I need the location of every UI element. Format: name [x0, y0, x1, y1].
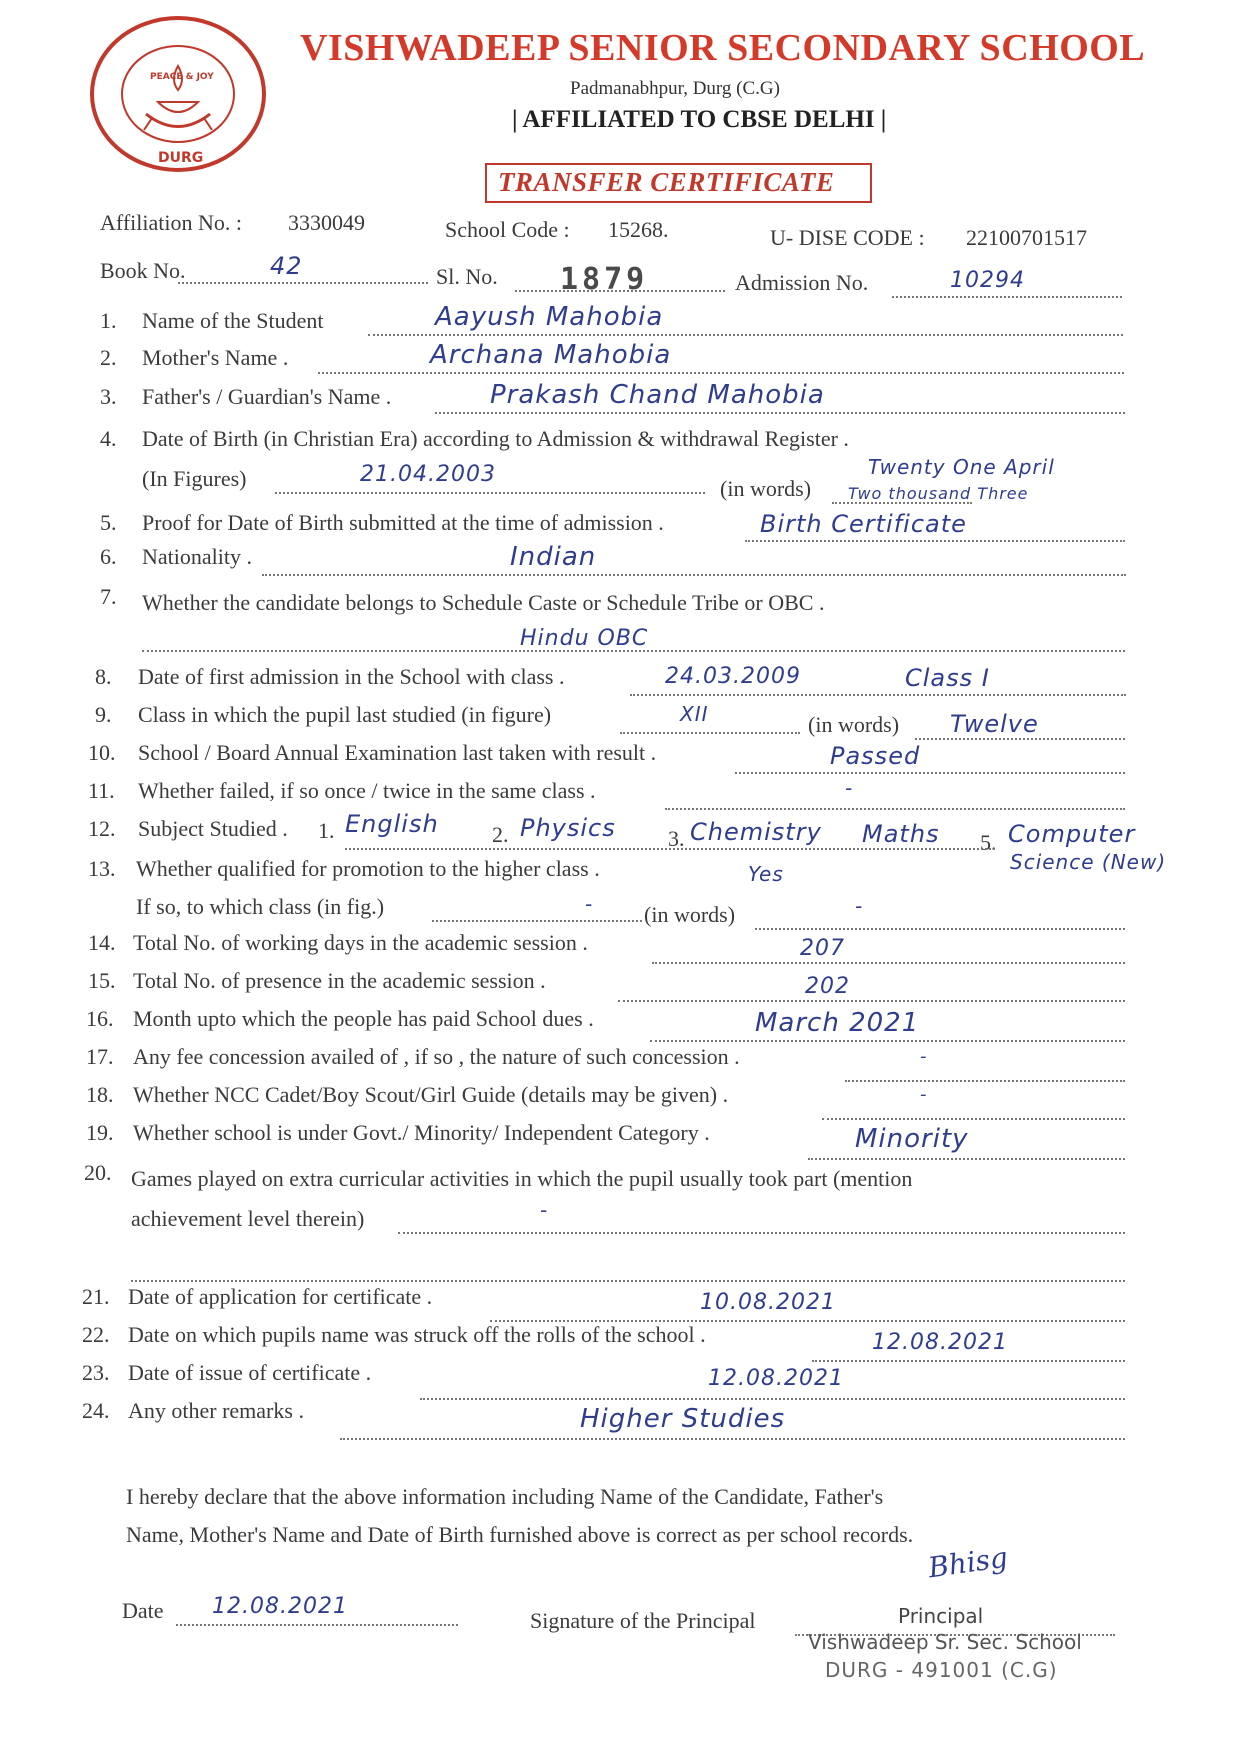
field-8-num: 8.: [95, 664, 112, 689]
field-4-num: 4.: [100, 426, 117, 451]
field-23-value: 12.08.2021: [708, 1366, 844, 1391]
principal-signature: Bhisg: [926, 1540, 1010, 1585]
field-15-num: 15.: [88, 968, 116, 993]
field-10-label: School / Board Annual Examination last taken with result .: [138, 740, 657, 765]
field-5-num: 5.: [100, 510, 117, 535]
subject-5-cont: Science (New): [1010, 850, 1167, 874]
field-10-num: 10.: [88, 740, 116, 765]
field-13-value: Yes: [748, 862, 784, 886]
dob-words-label: (in words): [720, 476, 812, 501]
class-words-label: (in words): [808, 712, 900, 737]
field-23-label: Date of issue of certificate .: [128, 1360, 372, 1385]
field-18-num: 18.: [86, 1082, 114, 1107]
field-16-label: Month upto which the people has paid School dues .: [133, 1006, 594, 1031]
field-22-num: 22.: [82, 1322, 110, 1347]
field-7-label: Whether the candidate belongs to Schedule Caste or Schedule Tribe or OBC .: [142, 590, 825, 615]
field-17-num: 17.: [86, 1044, 114, 1069]
field-2-label: Mother's Name .: [142, 345, 289, 370]
promotion-words-label: (in words): [644, 902, 736, 927]
field-13-num: 13.: [88, 856, 116, 881]
book-value: 42: [270, 252, 303, 280]
field-3-label: Father's / Guardian's Name .: [142, 384, 392, 409]
field-12-num: 12.: [88, 816, 116, 841]
sl-value: 1879: [560, 262, 649, 297]
signature-label: Signature of the Principal: [530, 1608, 756, 1633]
subject-2-num: 2.: [492, 822, 509, 847]
document-title: TRANSFER CERTIFICATE: [498, 167, 835, 197]
field-11-num: 11.: [88, 778, 115, 803]
field-8-class: Class I: [905, 664, 990, 692]
declaration-line-1: I hereby declare that the above information including Name of the Candidate, Father's: [126, 1484, 884, 1509]
field-21-value: 10.08.2021: [700, 1290, 836, 1315]
dob-figures-value: 21.04.2003: [360, 462, 496, 487]
dob-words-line2: Two thousand Three: [848, 484, 1029, 503]
stamp-school: Vishwadeep Sr. Sec. School: [808, 1630, 1082, 1654]
subject-5-num: 5.: [980, 830, 997, 855]
field-21-label: Date of application for certificate .: [128, 1284, 433, 1309]
promotion-words-value: -: [855, 894, 864, 918]
field-7-num: 7.: [100, 584, 117, 609]
affiliation-value: 3330049: [288, 210, 365, 235]
subject-1-num: 1.: [318, 818, 335, 843]
field-6-value: Indian: [510, 542, 597, 572]
field-15-value: 202: [805, 974, 850, 999]
school-code-value: 15268.: [608, 217, 669, 242]
school-name: VISHWADEEP SENIOR SECONDARY SCHOOL: [300, 27, 1146, 69]
field-14-num: 14.: [88, 930, 116, 955]
date-label: Date: [122, 1598, 164, 1623]
field-4-label: Date of Birth (in Christian Era) according to Admission & withdrawal Register .: [142, 426, 849, 451]
school-address: Padmanabhpur, Durg (C.G): [570, 78, 780, 99]
field-22-value: 12.08.2021: [872, 1330, 1008, 1355]
sl-label: Sl. No.: [436, 264, 498, 289]
field-6-num: 6.: [100, 544, 117, 569]
subject-1: English: [345, 810, 439, 838]
field-7-value: Hindu OBC: [520, 626, 649, 651]
field-21-num: 21.: [82, 1284, 110, 1309]
field-19-value: Minority: [855, 1124, 969, 1154]
seal-text-bottom: DURG: [158, 150, 204, 166]
field-2-value: Archana Mahobia: [430, 340, 672, 370]
udise-value: 22100701517: [966, 225, 1087, 250]
field-18-label: Whether NCC Cadet/Boy Scout/Girl Guide (details may be given) .: [133, 1082, 729, 1107]
field-10-value: Passed: [830, 742, 921, 770]
field-17-label: Any fee concession availed of , if so , the nature of such concession .: [133, 1044, 740, 1069]
field-9-label: Class in which the pupil last studied (in figure): [138, 702, 552, 727]
field-2-num: 2.: [100, 345, 117, 370]
class-words-value: Twelve: [950, 710, 1039, 738]
field-11-value: -: [845, 776, 854, 800]
declaration-line-2: Name, Mother's Name and Date of Birth furnished above is correct as per school records.: [126, 1522, 914, 1547]
field-20-num: 20.: [84, 1160, 112, 1185]
subject-5: Computer: [1008, 820, 1136, 848]
field-1-value: Aayush Mahobia: [435, 302, 664, 332]
dob-words-line1: Twenty One April: [868, 455, 1055, 479]
field-5-label: Proof for Date of Birth submitted at the time of admission .: [142, 510, 664, 535]
field-12-label: Subject Studied .: [138, 816, 288, 841]
subject-3: Chemistry: [690, 818, 822, 846]
promotion-fig-value: -: [585, 892, 594, 916]
field-23-num: 23.: [82, 1360, 110, 1385]
field-16-value: March 2021: [755, 1008, 920, 1038]
field-11-label: Whether failed, if so once / twice in the same class .: [138, 778, 596, 803]
field-19-label: Whether school is under Govt./ Minority/ Independent Category .: [133, 1120, 710, 1145]
affiliation-label: Affiliation No. :: [100, 210, 242, 235]
field-22-label: Date on which pupils name was struck off the rolls of the school .: [128, 1322, 706, 1347]
stamp-principal: Principal: [898, 1604, 984, 1628]
field-16-num: 16.: [86, 1006, 114, 1031]
field-18-value: -: [920, 1084, 928, 1105]
field-24-num: 24.: [82, 1398, 110, 1423]
field-1-num: 1.: [100, 308, 117, 333]
field-8-value: 24.03.2009: [665, 664, 801, 689]
field-14-label: Total No. of working days in the academic session .: [133, 930, 588, 955]
field-9-num: 9.: [95, 702, 112, 727]
field-20-cont: achievement level therein): [131, 1206, 365, 1231]
subject-3-num: 3.: [668, 826, 685, 851]
affiliation-note: | AFFILIATED TO CBSE DELHI |: [512, 106, 887, 133]
field-3-value: Prakash Chand Mahobia: [490, 380, 825, 410]
field-14-value: 207: [800, 936, 845, 961]
field-20-value: -: [540, 1198, 549, 1222]
field-9-value: XII: [680, 702, 709, 726]
dob-figures-label: (In Figures): [142, 466, 247, 491]
school-code-label: School Code :: [445, 217, 570, 242]
field-17-value: -: [920, 1046, 928, 1067]
field-20-label: Games played on extra curricular activities in which the pupil usually took part (mention: [131, 1166, 913, 1191]
book-label: Book No.: [100, 258, 186, 283]
subject-4: Maths: [862, 820, 940, 848]
admission-value: 10294: [950, 268, 1025, 293]
promotion-class-label: If so, to which class (in fig.): [136, 894, 385, 919]
field-24-label: Any other remarks .: [128, 1398, 304, 1423]
stamp-address: DURG - 491001 (C.G): [825, 1658, 1058, 1682]
field-24-value: Higher Studies: [580, 1404, 786, 1434]
field-8-label: Date of first admission in the School with class .: [138, 664, 565, 689]
seal-motto: PEACE & JOY: [150, 72, 214, 82]
field-13-label: Whether qualified for promotion to the higher class .: [136, 856, 600, 881]
field-15-label: Total No. of presence in the academic session .: [133, 968, 546, 993]
field-3-num: 3.: [100, 384, 117, 409]
field-6-label: Nationality .: [142, 544, 252, 569]
field-1-label: Name of the Student: [142, 308, 324, 333]
admission-label: Admission No.: [735, 270, 869, 295]
subject-2: Physics: [520, 814, 616, 842]
udise-label: U- DISE CODE :: [770, 225, 925, 250]
field-19-num: 19.: [86, 1120, 114, 1145]
date-value: 12.08.2021: [212, 1594, 348, 1619]
field-5-value: Birth Certificate: [760, 510, 967, 538]
